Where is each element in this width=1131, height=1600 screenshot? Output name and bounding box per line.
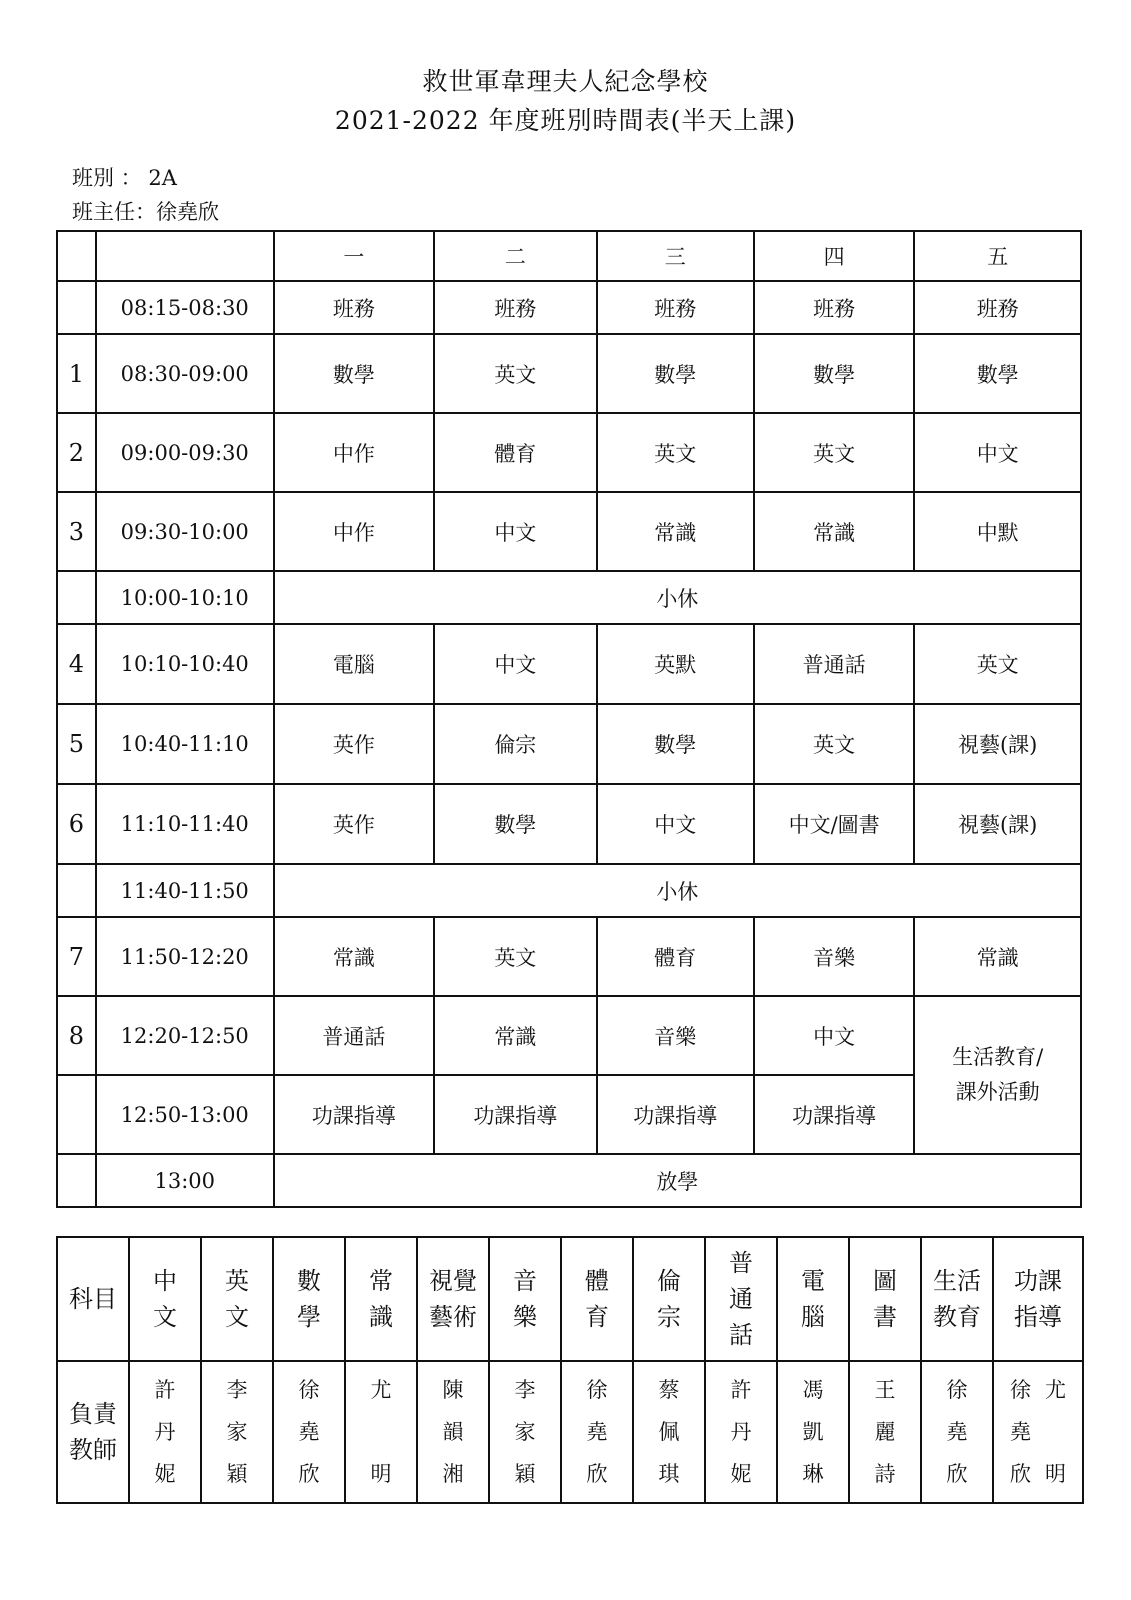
lesson-cell: 常識 [597, 492, 754, 571]
lesson-cell: 體育 [434, 413, 596, 492]
time-header-cell [96, 231, 274, 281]
lesson-cell: 中文 [597, 784, 754, 864]
lesson-cell: 英文 [754, 413, 914, 492]
lesson-cell: 班務 [914, 281, 1081, 334]
subject-row [57, 1237, 1083, 1361]
lesson-cell: 功課指導 [754, 1075, 914, 1154]
day-header: 一 [274, 231, 434, 281]
timetable-row [57, 624, 1081, 704]
teacher-cell [417, 1361, 489, 1503]
period-time: 12:50-13:00 [96, 1075, 274, 1154]
period-number: 2 [57, 413, 96, 492]
lesson-cell: 普通話 [274, 996, 434, 1075]
teacher-cell [129, 1361, 201, 1503]
subject-cell [129, 1237, 201, 1361]
teacher-row [57, 1361, 1083, 1503]
class-label: 班別 ： 2A [72, 166, 177, 190]
period-time: 09:30-10:00 [96, 492, 274, 571]
lesson-cell: 視藝(課) [914, 704, 1081, 784]
timetable-row [57, 413, 1081, 492]
teacher-cell [849, 1361, 921, 1503]
teacher-header: 負責 教師 [69, 1400, 117, 1464]
timetable-row [57, 784, 1081, 864]
timetable-row [57, 281, 1081, 334]
lesson-cell: 中文 [914, 413, 1081, 492]
lesson-cell: 常識 [274, 917, 434, 996]
period-time: 10:40-11:10 [96, 704, 274, 784]
lesson-cell: 英作 [274, 784, 434, 864]
break-cell: 小休 [274, 864, 1081, 917]
lesson-cell: 中文 [754, 996, 914, 1075]
subject-cell [705, 1237, 777, 1361]
lesson-cell: 數學 [274, 334, 434, 413]
teacher-name: 徐 堯 欣 [946, 1378, 968, 1486]
lesson-cell: 常識 [754, 492, 914, 571]
timetable-row [57, 917, 1081, 996]
subject-cell [993, 1237, 1083, 1361]
school-name: 救世軍韋理夫人紀念學校 [422, 67, 709, 96]
teacher-cell [777, 1361, 849, 1503]
lesson-cell: 體育 [597, 917, 754, 996]
lesson-cell: 英文 [434, 334, 596, 413]
teacher-name: 許 丹 妮 [154, 1378, 176, 1486]
teacher-cell [705, 1361, 777, 1503]
subject-cell [417, 1237, 489, 1361]
period-number [57, 1154, 96, 1207]
lesson-cell: 普通話 [754, 624, 914, 704]
subject-cell [849, 1237, 921, 1361]
subject-name: 體 育 [585, 1267, 609, 1331]
day-header: 二 [434, 231, 596, 281]
teacher-name: 王 麗 詩 [874, 1378, 896, 1486]
teacher-name: 蔡 佩 琪 [658, 1378, 680, 1486]
teacher-cell [201, 1361, 273, 1503]
period-number: 8 [57, 996, 96, 1075]
day-header: 三 [597, 231, 754, 281]
timetable-row [57, 996, 1081, 1075]
subject-cell [345, 1237, 417, 1361]
friday-merged-label: 生活教育/ 課外活動 [952, 1045, 1044, 1104]
lesson-cell: 數學 [754, 334, 914, 413]
teacher-name: 徐 堯 欣 [1010, 1378, 1031, 1486]
period-time: 10:00-10:10 [96, 571, 274, 624]
lesson-cell: 視藝(課) [914, 784, 1081, 864]
lesson-cell: 倫宗 [434, 704, 596, 784]
lesson-cell: 班務 [597, 281, 754, 334]
lesson-cell: 英文 [597, 413, 754, 492]
class-teacher-label: 班主任：徐堯欣 [72, 200, 219, 224]
timetable-header-row [57, 231, 1081, 281]
period-number: 7 [57, 917, 96, 996]
period-time: 11:40-11:50 [96, 864, 274, 917]
teacher-cell [561, 1361, 633, 1503]
teacher-cell [921, 1361, 993, 1503]
period-time: 08:15-08:30 [96, 281, 274, 334]
teacher-name: 許 丹 妮 [730, 1378, 752, 1486]
subject-name: 視覺 藝術 [429, 1267, 477, 1331]
period-number [57, 571, 96, 624]
subject-cell [561, 1237, 633, 1361]
timetable-row [57, 334, 1081, 413]
period-time: 12:20-12:50 [96, 996, 274, 1075]
period-time: 08:30-09:00 [96, 334, 274, 413]
lesson-cell: 班務 [434, 281, 596, 334]
lesson-cell: 班務 [274, 281, 434, 334]
teacher-cell [633, 1361, 705, 1503]
teacher-name: 李 家 穎 [226, 1378, 248, 1486]
teacher-name: 尤 明 [1045, 1378, 1066, 1486]
homework-teachers [994, 1369, 1082, 1495]
teacher-cell [273, 1361, 345, 1503]
period-time: 11:10-11:40 [96, 784, 274, 864]
subject-name: 音 樂 [513, 1267, 537, 1331]
lesson-cell: 中作 [274, 492, 434, 571]
timetable-row [57, 571, 1081, 624]
lesson-cell: 功課指導 [597, 1075, 754, 1154]
subject-cell [489, 1237, 561, 1361]
timetable-row [57, 864, 1081, 917]
timetable-row [57, 492, 1081, 571]
lesson-cell: 英文 [754, 704, 914, 784]
teacher-table [56, 1236, 1084, 1504]
lesson-cell: 數學 [597, 334, 754, 413]
lesson-cell: 中作 [274, 413, 434, 492]
period-time: 13:00 [96, 1154, 274, 1207]
break-cell: 小休 [274, 571, 1081, 624]
lesson-cell: 音樂 [754, 917, 914, 996]
friday-merged-cell [914, 996, 1081, 1154]
lesson-cell: 數學 [597, 704, 754, 784]
teacher-name: 李 家 穎 [514, 1378, 536, 1486]
lesson-cell: 常識 [434, 996, 596, 1075]
period-number: 5 [57, 704, 96, 784]
lesson-cell: 英默 [597, 624, 754, 704]
subject-cell [201, 1237, 273, 1361]
subject-header: 科目 [69, 1285, 117, 1313]
period-time: 11:50-12:20 [96, 917, 274, 996]
teacher-cell-homework [993, 1361, 1083, 1503]
corner-cell [57, 231, 96, 281]
lesson-cell: 中文 [434, 492, 596, 571]
subject-name: 常 識 [369, 1267, 393, 1331]
subject-name: 數 學 [297, 1267, 321, 1331]
period-number: 6 [57, 784, 96, 864]
lesson-cell: 功課指導 [434, 1075, 596, 1154]
lesson-cell: 中文 [434, 624, 596, 704]
period-number [57, 1075, 96, 1154]
lesson-cell: 電腦 [274, 624, 434, 704]
subject-cell [777, 1237, 849, 1361]
period-number: 3 [57, 492, 96, 571]
teacher-name: 徐 堯 欣 [298, 1378, 320, 1486]
subject-name: 英 文 [225, 1267, 249, 1331]
lesson-cell: 數學 [914, 334, 1081, 413]
teacher-name: 馮 凱 琳 [802, 1378, 824, 1486]
teacher-name: 徐 堯 欣 [586, 1378, 608, 1486]
period-number [57, 281, 96, 334]
subject-cell [633, 1237, 705, 1361]
day-header: 四 [754, 231, 914, 281]
lesson-cell: 英作 [274, 704, 434, 784]
period-number: 4 [57, 624, 96, 704]
subject-name: 電 腦 [801, 1267, 825, 1331]
period-time: 09:00-09:30 [96, 413, 274, 492]
period-time: 10:10-10:40 [96, 624, 274, 704]
subject-name: 功課 指導 [1014, 1267, 1062, 1331]
subject-name: 中 文 [153, 1267, 177, 1331]
lesson-cell: 英文 [434, 917, 596, 996]
period-number: 1 [57, 334, 96, 413]
teacher-name: 尤 明 [370, 1378, 392, 1486]
subject-name: 倫 宗 [657, 1267, 681, 1331]
period-number [57, 864, 96, 917]
lesson-cell: 班務 [754, 281, 914, 334]
day-header: 五 [914, 231, 1081, 281]
timetable [56, 230, 1082, 1208]
lesson-cell: 中文/圖書 [754, 784, 914, 864]
lesson-cell: 功課指導 [274, 1075, 434, 1154]
subject-name: 普 通 話 [729, 1249, 753, 1349]
teacher-cell [345, 1361, 417, 1503]
timetable-row [57, 1154, 1081, 1207]
lesson-cell: 音樂 [597, 996, 754, 1075]
lesson-cell: 常識 [914, 917, 1081, 996]
timetable-row [57, 704, 1081, 784]
break-cell: 放學 [274, 1154, 1081, 1207]
teacher-name: 陳 韻 湘 [442, 1378, 464, 1486]
teacher-header-cell [57, 1361, 129, 1503]
subject-cell [273, 1237, 345, 1361]
subject-name: 生活 教育 [933, 1267, 981, 1331]
subject-header-cell [57, 1237, 129, 1361]
lesson-cell: 英文 [914, 624, 1081, 704]
timetable-title: 2021-2022 年度班別時間表(半天上課) [334, 106, 797, 135]
subject-name: 圖 書 [873, 1267, 897, 1331]
teacher-cell [489, 1361, 561, 1503]
subject-cell [921, 1237, 993, 1361]
lesson-cell: 數學 [434, 784, 596, 864]
lesson-cell: 中默 [914, 492, 1081, 571]
